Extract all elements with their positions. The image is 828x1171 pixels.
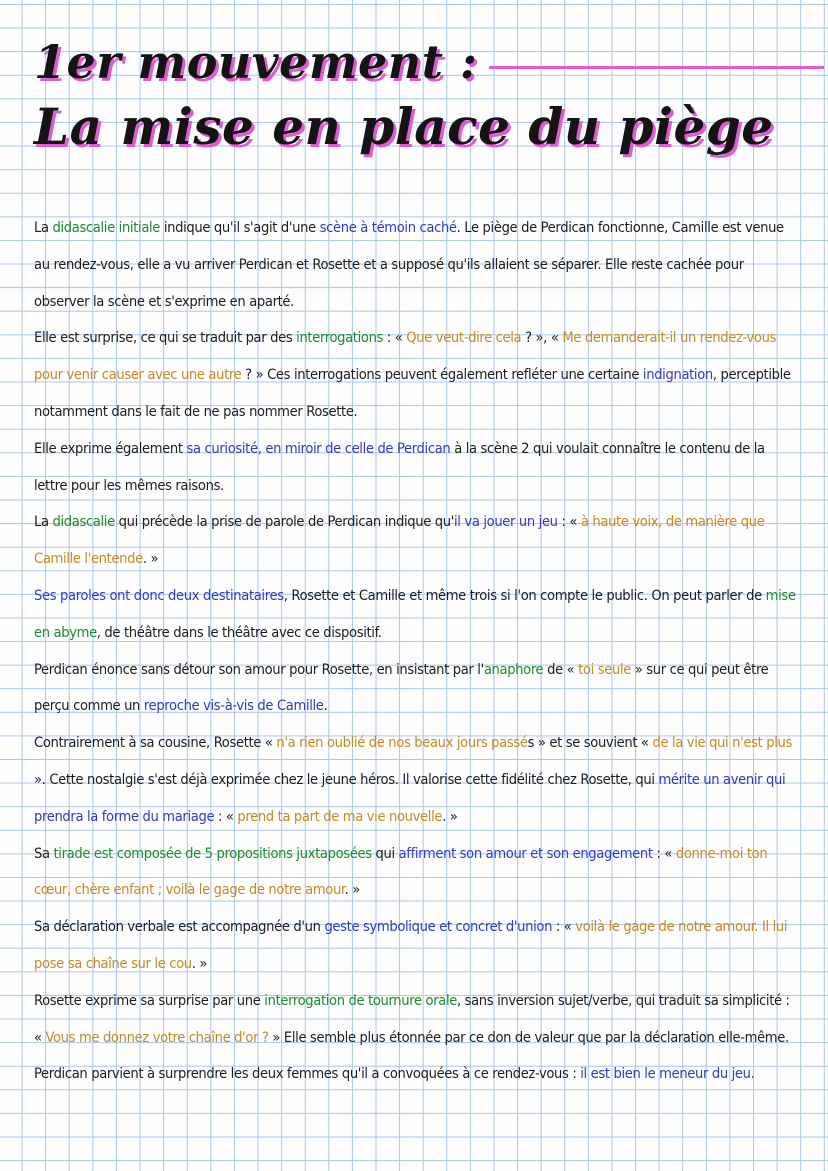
highlighted-text: didascalie bbox=[52, 513, 115, 531]
text-segment: qui précède la prise de parole de Perdican indique qu' bbox=[114, 513, 454, 531]
paragraph bbox=[34, 578, 798, 652]
text-segment: qui bbox=[371, 844, 399, 862]
highlighted-text: Me demanderait-il un rendez-vous pour venir causer avec une autre bbox=[34, 329, 777, 384]
text-segment: à la scène 2 qui voulait connaître le contenu de la lettre pour les mêmes raisons. bbox=[34, 439, 765, 494]
highlighted-text: à haute voix, de manière que Camille l'entende bbox=[34, 513, 765, 568]
text-segment: » sur ce qui peut être perçu comme un bbox=[34, 660, 769, 715]
highlighted-text: interrogations bbox=[296, 329, 384, 347]
highlighted-text: affirment son amour et son engagement bbox=[398, 844, 653, 862]
text-segment: s » et se souvient « bbox=[527, 734, 653, 752]
highlighted-text: Ses paroles ont donc deux destinataires bbox=[34, 586, 284, 604]
highlighted-text: geste symbolique et concret d'union bbox=[324, 918, 553, 936]
highlighted-text: donne-moi ton cœur, chère enfant ; voilà le gage de notre amour bbox=[34, 844, 768, 899]
paragraph bbox=[34, 320, 798, 430]
text-segment: ». Cette nostalgie s'est déjà exprimée chez le jeune héros. Il valorise cette fidélité chez Rosette, qui bbox=[34, 770, 659, 788]
text-segment: : « bbox=[383, 329, 407, 347]
text-segment: Elle est surprise, ce qui se traduit par des bbox=[34, 329, 297, 347]
paragraph bbox=[34, 210, 798, 320]
highlighted-text: scène à témoin caché bbox=[319, 219, 457, 236]
highlighted-text: indignation bbox=[642, 366, 713, 384]
text-segment: . » bbox=[191, 954, 208, 972]
text-segment: : « bbox=[552, 918, 576, 936]
highlighted-text: mérite un avenir qui prendra la forme du mariage bbox=[34, 770, 786, 825]
text-segment: Sa bbox=[34, 844, 54, 862]
highlighted-text: tirade est composée de 5 propositions juxtaposées bbox=[53, 844, 372, 862]
text-segment: Rosette exprime sa surprise par une bbox=[34, 991, 265, 1009]
text-segment: de « bbox=[543, 660, 579, 678]
text-segment: , de théâtre dans le théâtre avec ce dispositif. bbox=[96, 623, 382, 641]
analysis-text bbox=[34, 210, 798, 1093]
highlighted-text: il est bien le meneur du jeu. bbox=[580, 1065, 755, 1083]
text-segment: Perdican énonce sans détour son amour pour Rosette, en insistant par l' bbox=[34, 660, 484, 678]
text-segment: . Le piège de Perdican fonctionne, Camille est venue au rendez-vous, elle a vu arriver Perdican et Rosette et a supposé qu'ils allaient se séparer. Elle reste cachée pour observer la scène et s'exprime en aparté. bbox=[34, 219, 784, 310]
title-line-2: La mise en place du piège bbox=[34, 97, 774, 156]
text-segment: Elle exprime également bbox=[34, 439, 187, 457]
page-title bbox=[34, 34, 824, 162]
highlighted-text: interrogation de tournure orale bbox=[264, 991, 457, 1009]
paragraph bbox=[34, 909, 798, 983]
text-segment: La bbox=[34, 513, 53, 531]
highlighted-text: n'a rien oublié de nos beaux jours passé bbox=[276, 734, 528, 752]
title-underline-rule bbox=[489, 66, 824, 69]
highlighted-text: Que veut-dire cela bbox=[406, 329, 522, 347]
paragraph bbox=[34, 1056, 798, 1093]
highlighted-text: il va jouer un jeu bbox=[454, 513, 558, 531]
text-segment: , sans inversion sujet/verbe, qui traduit sa simplicité : « bbox=[34, 991, 790, 1046]
text-segment: . » bbox=[442, 807, 458, 825]
highlighted-text: toi seule bbox=[578, 660, 631, 678]
highlighted-text: reproche vis-à-vis de Camille bbox=[143, 697, 324, 715]
text-segment: : « bbox=[557, 513, 581, 531]
highlighted-text: voilà le gage de notre amour. Il lui pose sa chaîne sur le cou bbox=[34, 918, 788, 972]
text-segment: indique qu'il s'agit d'une bbox=[160, 219, 320, 236]
text-segment: . bbox=[323, 697, 328, 715]
text-segment: . » bbox=[344, 881, 360, 899]
text-segment: ? », « bbox=[521, 329, 563, 347]
highlighted-text: mise en abyme bbox=[34, 586, 796, 641]
paragraph bbox=[34, 725, 798, 835]
title-line-1 bbox=[34, 34, 824, 90]
paragraph bbox=[34, 504, 798, 578]
text-segment: : « bbox=[652, 844, 676, 862]
text-segment: Perdican parvient à surprendre les deux femmes qu'il a convoquées à ce rendez-vous : bbox=[34, 1065, 581, 1083]
text-segment: Contrairement à sa cousine, Rosette « bbox=[34, 734, 277, 752]
text-segment: : « bbox=[214, 807, 238, 825]
paragraph bbox=[34, 983, 798, 1057]
text-segment: La bbox=[34, 219, 53, 236]
highlighted-text: didascalie initiale bbox=[52, 219, 161, 236]
paragraph bbox=[34, 652, 798, 726]
highlighted-text: de la vie qui n'est plus bbox=[652, 734, 792, 752]
text-segment: ? » Ces interrogations peuvent également refléter une certaine bbox=[241, 366, 643, 384]
text-segment: , perceptible notamment dans le fait de ne pas nommer Rosette. bbox=[34, 366, 791, 420]
paragraph bbox=[34, 836, 798, 910]
highlighted-text: prend ta part de ma vie nouvelle bbox=[237, 807, 443, 825]
text-segment: Sa déclaration verbale est accompagnée d'un bbox=[34, 918, 325, 936]
paragraph bbox=[34, 431, 798, 505]
text-segment: » Elle semble plus étonnée par ce don de valeur que par la déclaration elle-même. bbox=[268, 1028, 789, 1046]
text-segment: . » bbox=[142, 550, 159, 568]
title-movement-label: 1er mouvement : bbox=[34, 35, 478, 89]
highlighted-text: Vous me donnez votre chaîne d'or ? bbox=[45, 1028, 269, 1046]
highlighted-text: sa curiosité, en miroir de celle de Perdican bbox=[186, 439, 451, 457]
text-segment: , Rosette et Camille et même trois si l'on compte le public. On peut parler de bbox=[283, 586, 766, 604]
highlighted-text: anaphore bbox=[483, 660, 544, 678]
